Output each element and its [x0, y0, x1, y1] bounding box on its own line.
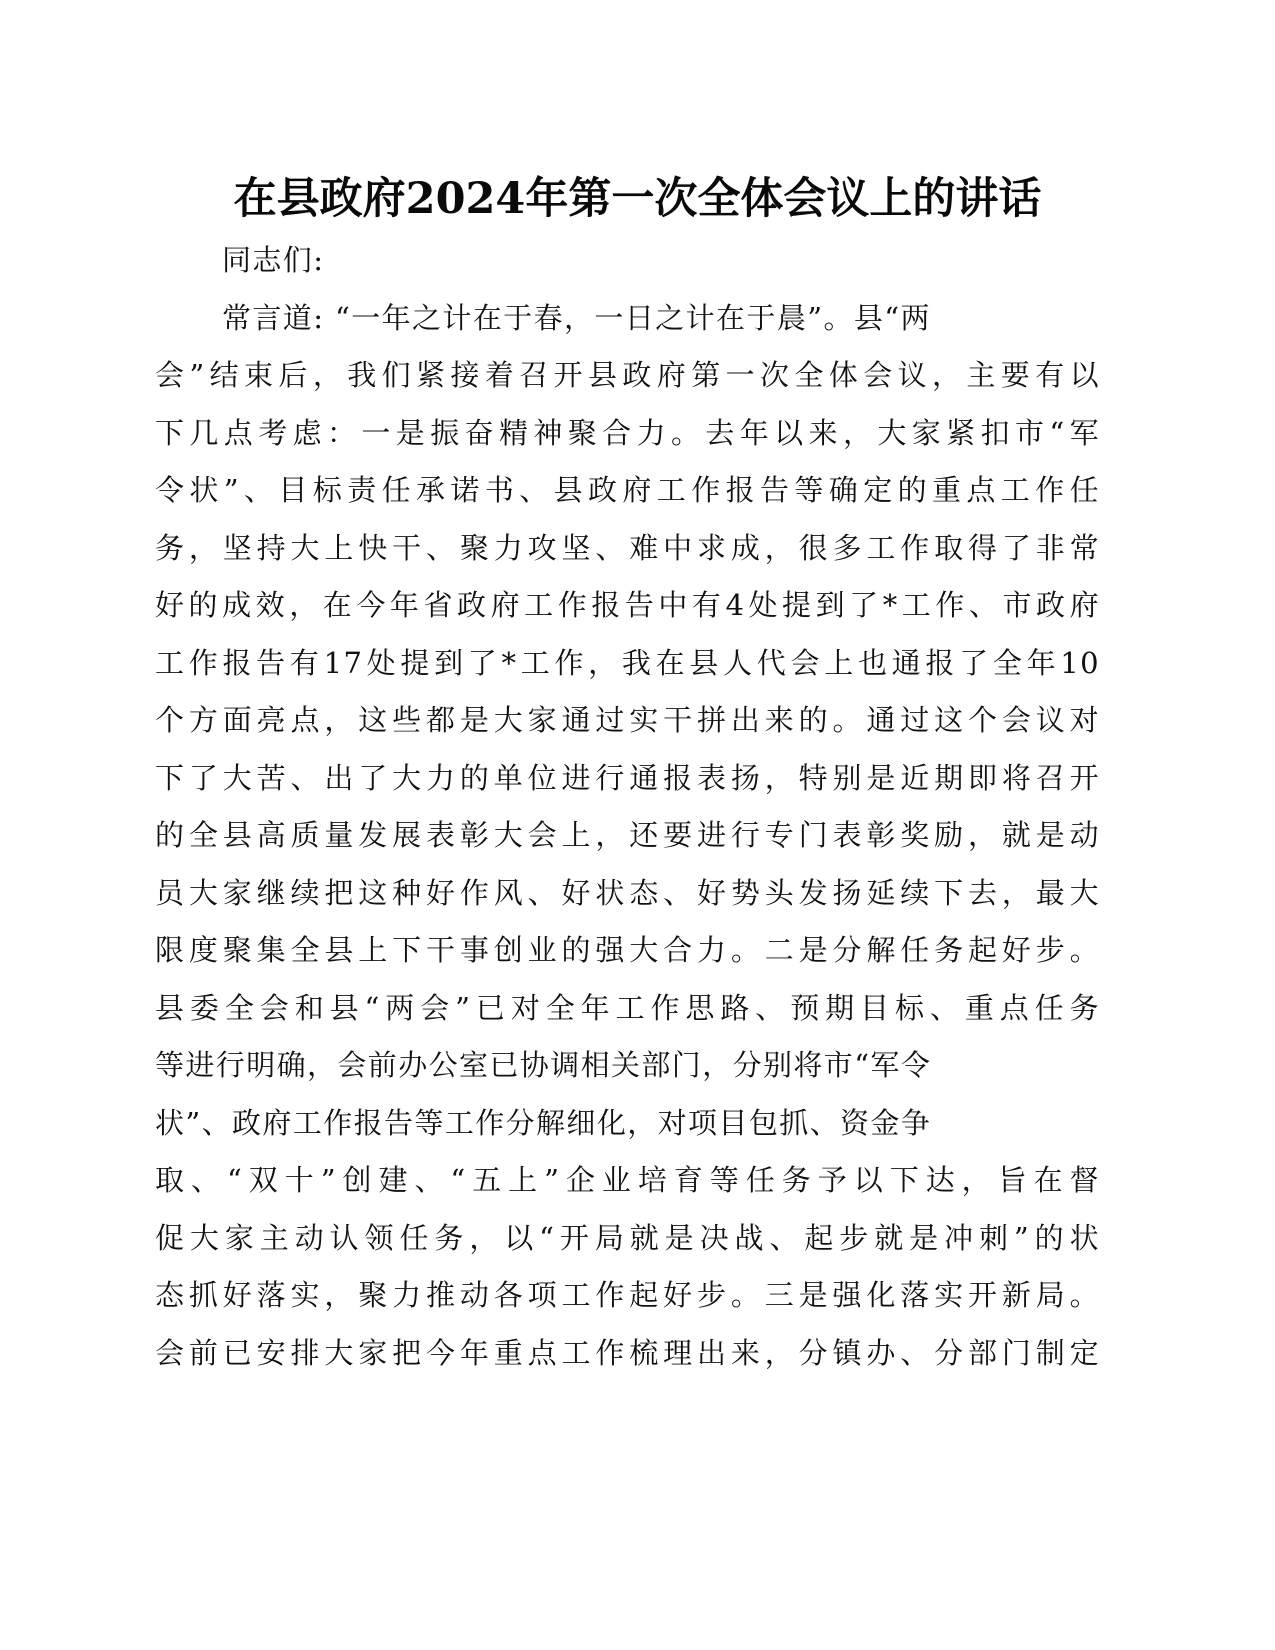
paragraph-line: 促大家主动认领任务，以“开局就是决战、起步就是冲刺”的状 — [155, 1220, 1100, 1255]
document-title: 在县政府2024年第一次全体会议上的讲话 — [233, 174, 1042, 224]
paragraph-line: 的全县高质量发展表彰大会上，还要进行专门表彰奖励，就是动 — [155, 818, 1100, 852]
paragraph-line: 等进行明确，会前办公室已协调相关部门，分别将市“军令 — [155, 1048, 932, 1082]
paragraph-line: 县委全会和县“两会”已对全年工作思路、预期目标、重点任务 — [155, 990, 1100, 1025]
paragraph-line: 下了大苦、出了大力的单位进行通报表扬，特别是近期即将召开 — [155, 760, 1100, 795]
paragraph-line-greeting: 同志们: — [222, 243, 325, 277]
paragraph-line: 态抓好落实，聚力推动各项工作起好步。三是强化落实开新局。 — [155, 1278, 1100, 1312]
paragraph-line: 会前已安排大家把今年重点工作梳理出来，分镇办、分部门制定 — [155, 1335, 1100, 1370]
paragraph-line: 务，坚持大上快干、聚力攻坚、难中求成，很多工作取得了非常 — [155, 530, 1100, 565]
paragraph-line: 令状”、目标责任承诺书、县政府工作报告等确定的重点工作任 — [155, 473, 1100, 507]
paragraph-line: 会”结束后，我们紧接着召开县政府第一次全体会议，主要有以 — [155, 358, 1100, 392]
paragraph-line: 状”、政府工作报告等工作分解细化，对项目包抓、资金争 — [155, 1105, 932, 1140]
paragraph-line: 取、“双十”创建、“五上”企业培育等任务予以下达，旨在督 — [155, 1163, 1100, 1197]
paragraph-line: 员大家继续把这种好作风、好状态、好势头发扬延续下去，最大 — [155, 875, 1100, 910]
paragraph-line: 好的成效，在今年省政府工作报告中有4处提到了*工作、市政府 — [155, 588, 1100, 622]
paragraph-line: 常言道: “一年之计在于春，一日之计在于晨”。县“两 — [222, 300, 931, 335]
paragraph-line: 限度聚集全县上下干事创业的强大合力。二是分解任务起好步。 — [155, 933, 1100, 967]
paragraph-line: 下几点考虑：一是振奋精神聚合力。去年以来，大家紧扣市“军 — [155, 415, 1100, 450]
document-body — [155, 232, 1105, 1382]
paragraph-line: 工作报告有17处提到了*工作，我在县人代会上也通报了全年10 — [155, 645, 1100, 680]
paragraph-line: 个方面亮点，这些都是大家通过实干拼出来的。通过这个会议对 — [155, 703, 1100, 737]
